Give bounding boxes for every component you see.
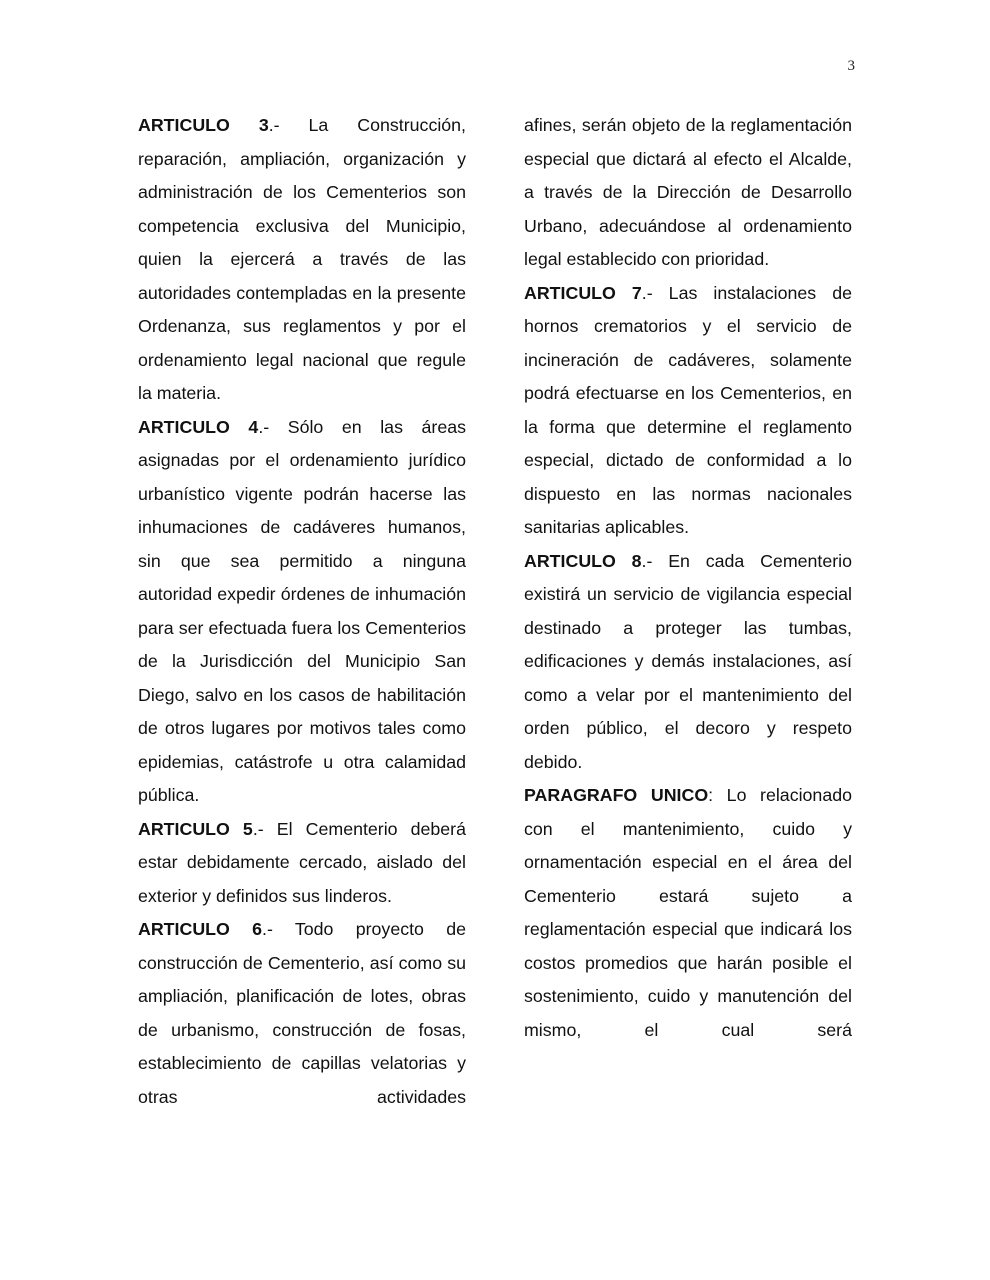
article-4-paragraph (138, 411, 466, 813)
article-6-continuation-paragraph (524, 109, 852, 277)
article-text: .- Las instalaciones de hornos crematorios y el servicio de incineración de cadáveres, solamente podrá efectuarse en los Cementerios, en la forma que determine el reglamento especial, dictado de conformidad a lo dispuesto en las normas nacionales sanitarias aplicables. (524, 282, 852, 537)
article-8-paragraph (524, 545, 852, 780)
article-heading: PARAGRAFO UNICO (524, 785, 709, 805)
article-5-paragraph (138, 813, 466, 914)
right-column (524, 109, 852, 1047)
article-7-paragraph (524, 277, 852, 545)
article-text: : Lo relacionado con el mantenimiento, cuido y ornamentación especial en el área del Cementerio estará sujeto a reglamentación especial que indicará los costos promedios que harán posible el sostenimiento, cuido y manutención del mismo, el cual será (524, 785, 852, 1040)
article-text: .- El Cementerio deberá estar debidamente cercado, aislado del exterior y definidos sus linderos. (138, 818, 466, 906)
article-text: .- La Construcción, reparación, ampliación, organización y administración de los Cementerios son competencia exclusiva del Municipio, quien la ejercerá a través de las autoridades contempladas en la presente Ordenanza, sus reglamentos y por el ordenamiento legal nacional que regule la materia. (138, 115, 467, 403)
page-number: 3 (847, 58, 855, 74)
article-heading: ARTICULO 4 (138, 416, 259, 437)
article-heading: ARTICULO 3 (138, 115, 269, 135)
article-heading: ARTICULO 7 (524, 282, 642, 303)
article-text: .- Todo proyecto de construcción de Cementerio, así como su ampliación, planificación de lotes, obras de urbanismo, construcción de fosas, establecimiento de capillas velatorias y otras actividades (138, 919, 466, 1107)
article-heading: ARTICULO 6 (138, 919, 263, 939)
left-column (138, 109, 466, 1114)
paragrafo-unico-paragraph (524, 779, 852, 1047)
article-heading: ARTICULO 8 (524, 550, 642, 571)
article-heading: ARTICULO 5 (138, 818, 253, 839)
article-text: .- En cada Cementerio existirá un servicio de vigilancia especial destinado a proteger las tumbas, edificaciones y demás instalaciones, así como a velar por el mantenimiento del orden público, el decoro y respeto debido. (524, 550, 853, 772)
article-3-paragraph (138, 109, 466, 411)
article-text: afines, serán objeto de la reglamentación especial que dictará al efecto el Alcalde, a través de la Dirección de Desarrollo Urbano, adecuándose al ordenamiento legal establecido con prioridad. (524, 115, 852, 269)
article-text: .- Sólo en las áreas asignadas por el ordenamiento jurídico urbanístico vigente podrán hacerse las inhumaciones de cadáveres humanos, sin que sea permitido a ninguna autoridad expedir órdenes de inhumación para ser efectuada fuera los Cementerios de la Jurisdicción del Municipio San Diego, salvo en los casos de habilitación de otros lugares por motivos tales como epidemias, catástrofe u otra calamidad pública. (138, 416, 466, 805)
article-6-paragraph (138, 913, 466, 1114)
